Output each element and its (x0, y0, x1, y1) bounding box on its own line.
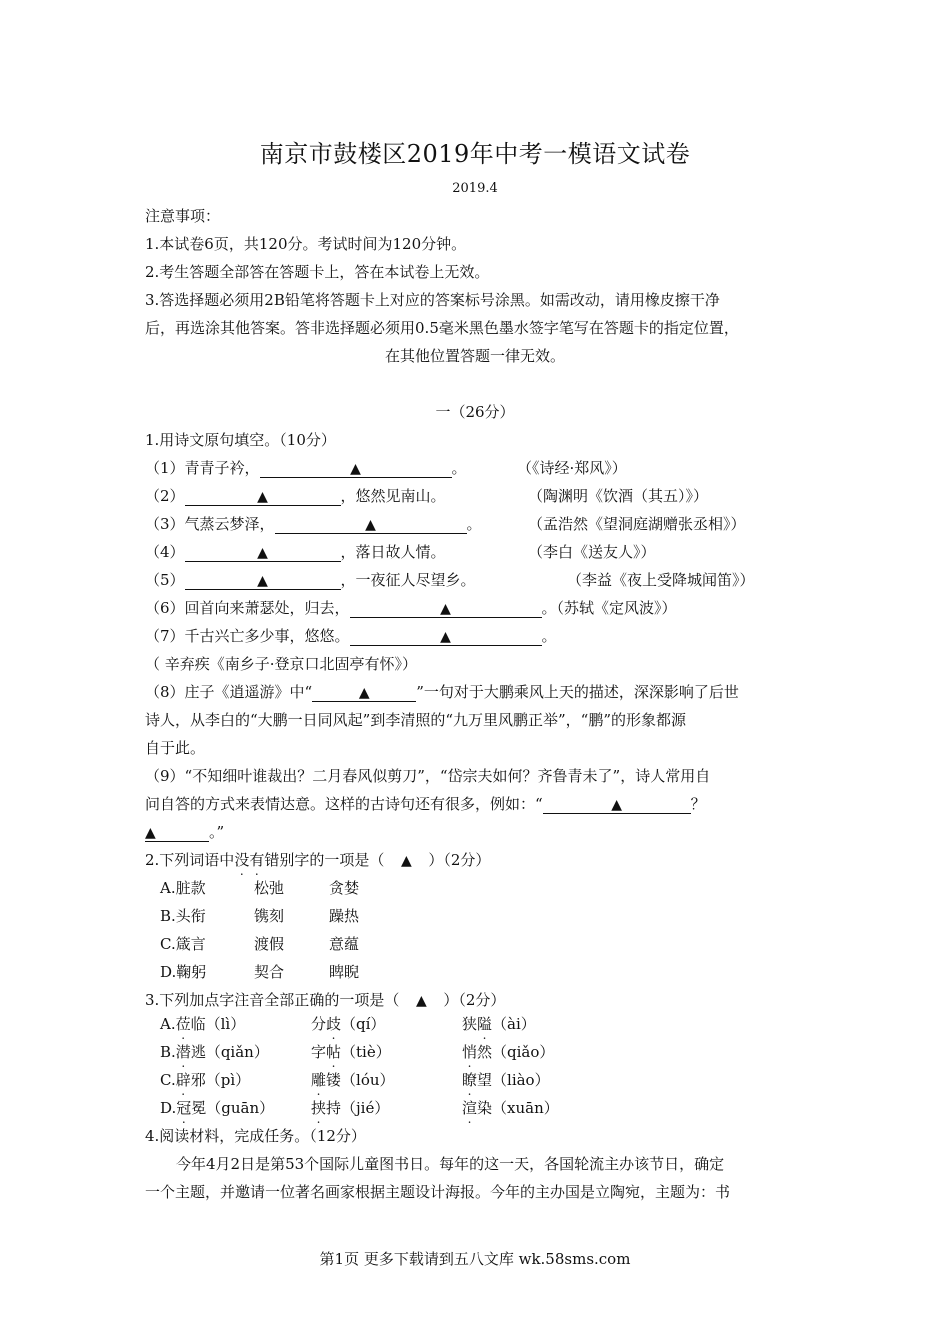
q1-item-4 (145, 541, 446, 562)
q3-b2-l: 字 (311, 1043, 327, 1061)
triangle-icon: ▲ (611, 797, 623, 813)
q3-option-b (160, 1041, 269, 1062)
triangle-icon: ▲ (365, 517, 376, 533)
q3-d2-dot: 挟 (311, 1099, 327, 1117)
q3-stem-a: 3.下列加点字注音全部正确的一项是（ (145, 991, 400, 1009)
q1-item-3 (145, 513, 482, 534)
notice-heading: 注意事项： (145, 207, 221, 225)
triangle-icon: ▲ (257, 573, 268, 589)
q2-option-c-2: 渡假 (254, 935, 285, 953)
q3-option-a-2 (311, 1013, 385, 1034)
q2-option-b-3: 躁热 (329, 907, 360, 925)
q3-c1-dot: 辟 (175, 1071, 191, 1089)
q1-item-3-source: （孟浩然《望洞庭湖赠张丞相》） (528, 515, 746, 533)
q1-item-8-c: 诗人，从李白的“大鹏一日同风起”到李清照的“九万里风鹏正举”，“鹏”的形象都源 (145, 711, 687, 729)
q1-item-2 (145, 485, 446, 506)
q1-item-9-b-text: 问自答的方式来表情达意。这样的古诗句还有很多，例如：“ (145, 795, 543, 813)
q3-d3-r: 染（xuān） (477, 1099, 559, 1117)
q1-item-7 (145, 625, 557, 646)
q3-option-b-2 (311, 1041, 391, 1062)
q2-stem-a: 2.下列词语中 (145, 851, 235, 869)
triangle-icon: ▲ (257, 489, 268, 505)
q3-option-d (160, 1097, 274, 1118)
q1-item-7-source: （ 辛弃疾《南乡子·登京口北固亭有怀》） (145, 655, 418, 673)
q4-paragraph-1: 今年4月2日是第53个国际儿童图书日。每年的这一天，各国轮流主办该节日，确定 (176, 1155, 725, 1173)
q1-stem: 1.用诗文原句填空。（10分） (145, 431, 336, 449)
answer-blank[interactable] (260, 461, 452, 478)
q2-option-b-2: 镌刻 (254, 907, 285, 925)
q2-stem-b: 错别字的一项是（ (264, 851, 385, 869)
q3-b2-dot: 帖 (326, 1043, 342, 1061)
q1-item-9-c: ？ (690, 795, 706, 813)
q2-option-c: C.箴言 (160, 935, 206, 953)
q1-item-5-pre: （5） (145, 571, 185, 589)
triangle-icon: ▲ (358, 685, 370, 701)
exam-date: 2019.4 (452, 181, 498, 196)
q3-b1-r: 逃（qiǎn） (190, 1043, 269, 1061)
q3-option-b-3 (462, 1041, 554, 1062)
q3-d3-dot: 渲 (462, 1099, 478, 1117)
q2-option-a-3: 贪婪 (329, 879, 360, 897)
q1-item-8-b: ”一句对于大鹏乘风上天的描述，深深影响了后世 (416, 683, 739, 701)
q3-option-d-3 (462, 1097, 559, 1118)
answer-blank[interactable] (185, 489, 341, 506)
q1-item-4-source: （李白《送友人》） (528, 543, 656, 561)
q3-a3-r: （ài） (492, 1015, 536, 1033)
q2-option-a: A.脏款 (160, 879, 206, 897)
q3-c3-r: 望（liào） (477, 1071, 550, 1089)
page-title: 南京市鼓楼区2019年中考一模语文试卷 (259, 140, 691, 168)
q3-b3-r: 然（qiǎo） (477, 1043, 555, 1061)
q3-b1-l: B. (160, 1043, 176, 1061)
q3-d1-l: D. (160, 1099, 177, 1117)
q2-stem-dot-1: 没 (234, 851, 250, 869)
q1-item-1 (145, 457, 467, 478)
q1-item-9-end (145, 821, 224, 842)
q4-paragraph-2: 一个主题，并邀请一位著名画家根据主题设计海报。今年的主办国是立陶宛，主题为：书 (145, 1183, 731, 1201)
triangle-icon: ▲ (400, 853, 412, 869)
page-footer: 第1页 更多下载请到五八文库 wk.58sms.com (319, 1250, 631, 1268)
notice-item-1: 1.本试卷6页，共120分。考试时间为120分钟。 (145, 235, 467, 253)
q3-a3-l: 狭 (462, 1015, 478, 1033)
notice-item-2: 2.考生答题全部答在答题卡上，答在本试卷上无效。 (145, 263, 490, 281)
triangle-icon: ▲ (415, 993, 427, 1009)
notice-item-3: 3.答选择题必须用2B铅笔将答题卡上对应的答案标号涂黑。如需改动，请用橡皮擦干净 (145, 291, 720, 309)
q1-item-6-pre: （6）回首向来萧瑟处，归去， (145, 599, 350, 617)
q1-item-6 (145, 597, 677, 618)
triangle-icon: ▲ (257, 545, 268, 561)
q3-option-c-3 (462, 1069, 550, 1090)
answer-blank[interactable] (275, 517, 467, 534)
notice-item-3-end: 在其他位置答题一律无效。 (384, 347, 565, 365)
q1-item-1-pre: （1）青青子衿， (145, 459, 260, 477)
q1-item-9-d: 。” (209, 823, 225, 841)
q1-item-4-pre: （4） (145, 543, 185, 561)
answer-blank[interactable] (543, 797, 691, 814)
q1-item-5-post: ，一夜征人尽望乡。 (340, 571, 476, 589)
q3-c2-r: 镂（lóu） (326, 1071, 395, 1089)
q3-b1-dot: 潜 (175, 1043, 191, 1061)
q1-item-1-source: （《诗经·郑风》） (517, 459, 627, 477)
q1-item-8-a: （8）庄子《逍遥游》中“ (145, 683, 313, 701)
q1-item-6-post: 。（苏轼《定风波》） (541, 599, 677, 617)
q2-option-d-2: 契合 (254, 963, 285, 981)
q1-item-8-d: 自于此。 (145, 739, 206, 757)
q1-item-8 (145, 681, 739, 702)
q2-option-c-3: 意蕴 (329, 935, 360, 953)
q3-a1-l: A. (160, 1015, 176, 1033)
q2-option-d-3: 睥睨 (329, 963, 360, 981)
q1-item-5-source: （李益《夜上受降城闻笛》） (567, 571, 755, 589)
answer-blank[interactable] (185, 573, 341, 590)
q3-a2-l: 分 (311, 1015, 327, 1033)
q1-item-7-post: 。 (541, 627, 557, 645)
q3-d1-r: 冕（guān） (191, 1099, 275, 1117)
answer-blank[interactable] (350, 601, 542, 618)
q3-option-c (160, 1069, 250, 1090)
triangle-icon: ▲ (350, 461, 361, 477)
q2-option-b: B.头衔 (160, 907, 206, 925)
q3-b3-dot: 悄 (462, 1043, 478, 1061)
q3-a2-r: （qí） (341, 1015, 386, 1033)
q3-stem-b: ）（2分） (443, 991, 506, 1009)
q2-option-a-2: 松弛 (254, 879, 285, 897)
answer-blank[interactable] (185, 545, 341, 562)
q1-item-1-post: 。 (451, 459, 467, 477)
q2-stem (145, 849, 490, 870)
q3-d1-dot: 冠 (176, 1099, 192, 1117)
q3-c1-l: C. (160, 1071, 176, 1089)
q3-d2-r: 持（jié） (326, 1099, 390, 1117)
notice-item-3-cont: 后，再选涂其他答案。答非选择题必须用0.5毫米黑色墨水签字笔写在答题卡的指定位置， (145, 319, 739, 337)
q3-option-d-2 (311, 1097, 389, 1118)
triangle-icon: ▲ (440, 629, 451, 645)
q1-item-2-pre: （2） (145, 487, 185, 505)
q2-stem-c: ）（2分） (428, 851, 491, 869)
q3-a1-r: 临（lì） (190, 1015, 246, 1033)
triangle-icon: ▲ (440, 601, 451, 617)
q3-b2-r: （tiè） (341, 1043, 391, 1061)
q3-c3-dot: 瞭 (462, 1071, 478, 1089)
answer-blank[interactable] (384, 851, 428, 869)
q1-item-2-post: ，悠然见南山。 (340, 487, 446, 505)
q1-item-4-post: ，落日故人情。 (340, 543, 446, 561)
q1-item-5 (145, 569, 476, 590)
q3-a3-dot: 隘 (477, 1015, 493, 1033)
answer-blank[interactable] (350, 629, 542, 646)
section-heading: 一（26分） (435, 403, 515, 421)
q4-stem: 4.阅读材料，完成任务。（12分） (145, 1127, 366, 1145)
q1-item-2-source: （陶渊明《饮酒（其五）》） (528, 487, 709, 505)
triangle-icon: ▲ (145, 825, 156, 841)
q3-a1-dot: 莅 (175, 1015, 191, 1033)
q1-item-9-a: （9）“不知细叶谁裁出？二月春风似剪刀”，“岱宗夫如何？齐鲁青未了”，诗人常用自 (145, 767, 711, 785)
q3-option-a-3 (462, 1013, 536, 1034)
q3-a2-dot: 歧 (326, 1015, 342, 1033)
q1-item-3-post: 。 (466, 515, 482, 533)
q2-stem-dot-2: 有 (249, 851, 265, 869)
q3-c2-dot: 雕 (311, 1071, 327, 1089)
answer-blank[interactable] (399, 991, 443, 1009)
q1-item-9-b (145, 793, 706, 814)
answer-blank[interactable] (145, 825, 209, 842)
q3-stem (145, 989, 505, 1010)
q1-item-3-pre: （3）气蒸云梦泽， (145, 515, 275, 533)
q1-item-7-pre: （7）千古兴亡多少事，悠悠。 (145, 627, 350, 645)
q3-c1-r: 邪（pì） (190, 1071, 251, 1089)
q3-option-a (160, 1013, 245, 1034)
answer-blank[interactable] (312, 685, 416, 702)
q3-option-c-2 (311, 1069, 395, 1090)
q2-option-d: D.鞠躬 (160, 963, 207, 981)
